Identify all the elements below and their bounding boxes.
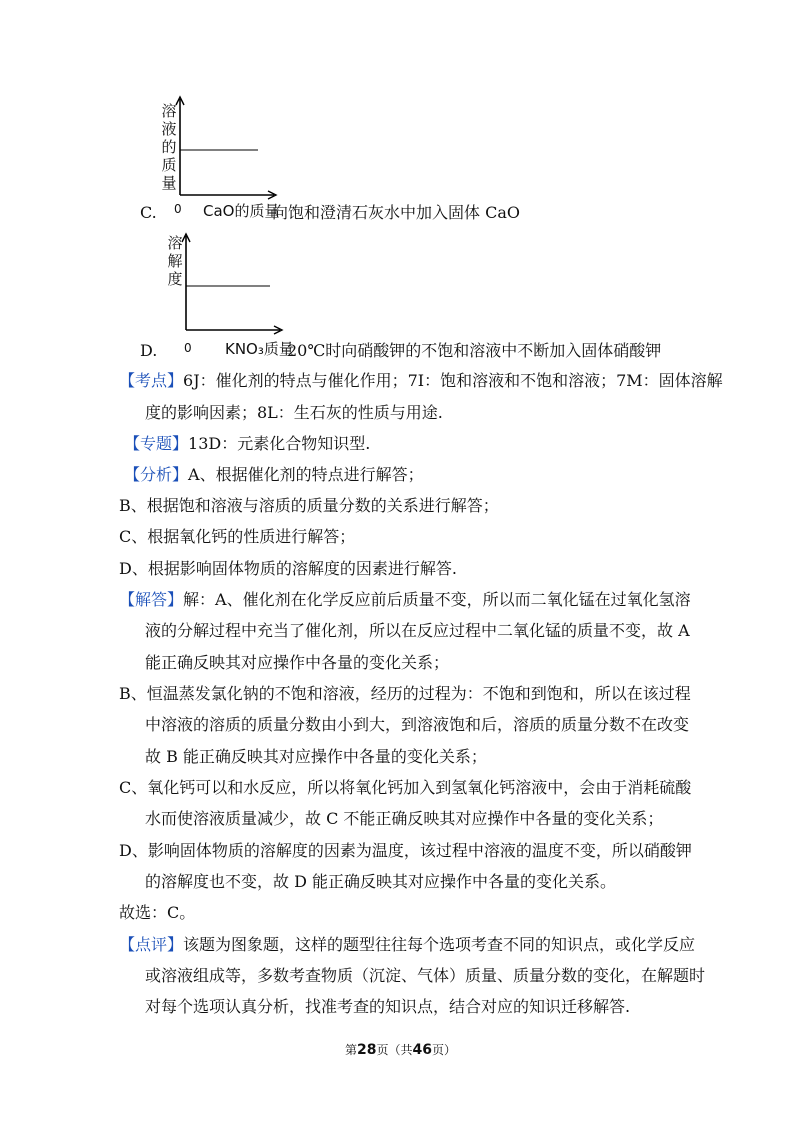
zhuanti-line	[124, 434, 370, 454]
dianping-line-2: 或溶液组成等，多数考查物质（沉淀、气体）质量、质量分数的变化，在解题时	[145, 966, 706, 985]
graph-d-axes	[176, 232, 286, 342]
graph-c-ylabel-char: 液	[161, 120, 177, 138]
jieda-line-a3: 能正确反映其对应操作中各量的变化关系；	[145, 653, 450, 672]
jieda-line-b3: 故 B 能正确反映其对应操作中各量的变化关系；	[145, 747, 487, 766]
zhuanti-tag: 【专题】	[124, 434, 189, 453]
jieda-tag: 【解答】	[119, 590, 184, 609]
jieda-line-a2: 液的分解过程中充当了催化剂，所以在反应过程中二氧化锰的质量不变，故 A	[145, 621, 690, 640]
jieda-line-b2: 中溶液的溶质的质量分数由小到大，到溶液饱和后，溶质的质量分数不在改变	[145, 715, 690, 734]
jieda-line-c1: C、氧化钙可以和水反应，所以将氧化钙加入到氢氧化钙溶液中，会由于消耗硫酸	[119, 778, 692, 797]
graph-d-ylabel-char: 解	[167, 252, 183, 270]
jieda-text-a1: 解：A、催化剂在化学反应前后质量不变，所以而二氧化锰在过氧化氢溶	[183, 590, 691, 609]
fenxi-tag: 【分析】	[124, 465, 189, 484]
graph-d-ylabel-char: 度	[167, 270, 183, 288]
jieda-line-d1: D、影响固体物质的溶解度的因素为温度，该过程中溶液的温度不变，所以硝酸钾	[119, 841, 692, 860]
jieda-line-d2: 的溶解度也不变，故 D 能正确反映其对应操作中各量的变化关系。	[145, 872, 617, 891]
kaodian-tag: 【考点】	[119, 371, 184, 390]
kaodian-line-1	[119, 371, 723, 391]
jieda-line-a1	[119, 590, 691, 610]
kaodian-text-1: 6J：催化剂的特点与催化作用；7I：饱和溶液和不饱和溶液；7M：固体溶解	[183, 371, 723, 390]
zhuanti-text: 13D：元素化合物知识型.	[188, 434, 371, 453]
option-c-text: 向饱和澄清石灰水中加入固体 CaO	[272, 203, 520, 222]
graph-d-ylabel-char: 溶	[167, 234, 183, 252]
graph-c-xlabel: CaO的质量	[203, 202, 280, 220]
page-footer	[345, 1041, 456, 1058]
graph-c-origin: 0	[174, 202, 182, 216]
option-d-text: 20℃时向硝酸钾的不饱和溶液中不断加入固体硝酸钾	[287, 341, 662, 360]
option-c-letter: C.	[140, 203, 157, 222]
jieda-line-c2: 水而使溶液质量减少，故 C 不能正确反映其对应操作中各量的变化关系；	[145, 809, 664, 828]
fenxi-line-c: C、根据氧化钙的性质进行解答；	[119, 527, 356, 546]
footer-total-pages: 46	[412, 1042, 432, 1058]
fenxi-line-d: D、根据影响固体物质的溶解度的因素进行解答.	[119, 559, 457, 578]
footer-page-number: 28	[357, 1042, 377, 1058]
graph-c-axes	[170, 95, 280, 205]
graph-c-ylabel-char: 量	[161, 174, 177, 192]
graph-d-origin: 0	[184, 341, 192, 355]
graph-d-xlabel: KNO₃质量	[225, 340, 294, 358]
graph-c-ylabel-char: 溶	[161, 102, 177, 120]
fenxi-line-b: B、根据饱和溶液与溶质的质量分数的关系进行解答；	[119, 496, 499, 515]
dianping-text-1: 该题为图象题，这样的题型往往每个选项考查不同的知识点，或化学反应	[183, 935, 696, 954]
jieda-line-b1: B、恒温蒸发氯化钠的不饱和溶液，经历的过程为：不饱和到饱和，所以在该过程	[119, 684, 691, 703]
kaodian-line-2: 度的影响因素；8L：生石灰的性质与用途.	[145, 403, 443, 422]
dianping-line-1	[119, 935, 695, 955]
footer-mid: 页（共	[376, 1043, 413, 1057]
dianping-line-3: 对每个选项认真分析，找准考查的知识点，结合对应的知识迁移解答.	[145, 997, 631, 1016]
option-d-letter: D.	[140, 341, 158, 360]
footer-pre: 第	[345, 1043, 358, 1057]
dianping-tag: 【点评】	[119, 935, 184, 954]
fenxi-text-a: A、根据催化剂的特点进行解答；	[188, 465, 424, 484]
fenxi-line-a	[124, 465, 424, 485]
graph-c-ylabel-char: 的	[161, 138, 177, 156]
answer-line: 故选：C。	[119, 903, 196, 922]
graph-c-ylabel-char: 质	[161, 156, 177, 174]
footer-post: 页）	[432, 1043, 457, 1057]
